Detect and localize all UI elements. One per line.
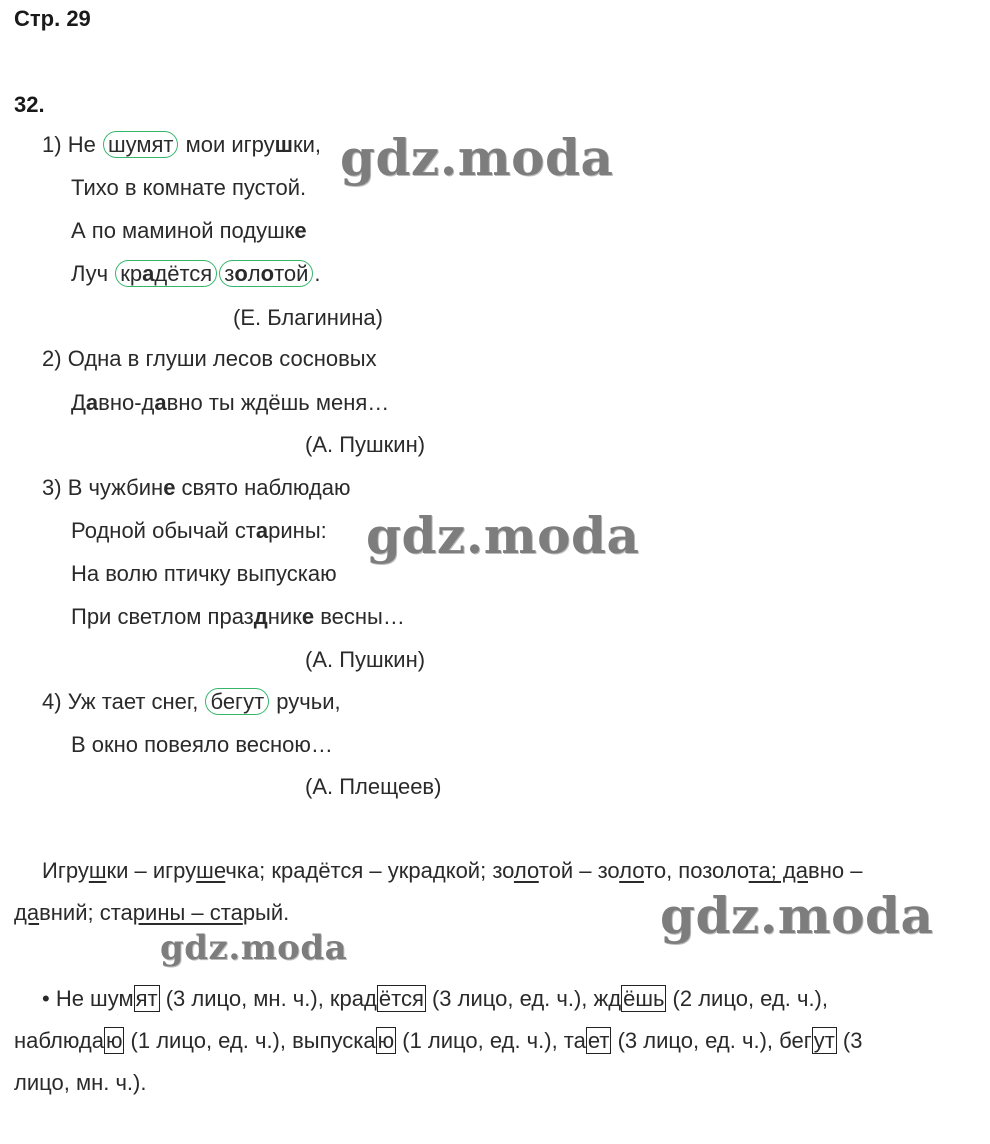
poem-1-line-1: 1) Не шумят мои игрушки, xyxy=(42,132,322,157)
watermark: gdz.moda xyxy=(660,886,934,945)
watermark: gdz.moda xyxy=(160,928,348,968)
circled-word: бегут xyxy=(205,688,269,715)
boxed-ending: ят xyxy=(135,986,158,1011)
boxed-ending: ю xyxy=(377,1028,395,1053)
boxed-ending: ю xyxy=(105,1028,123,1053)
page-number: Стр. 29 xyxy=(14,6,91,31)
poem-2-author: (А. Пушкин) xyxy=(305,432,426,457)
poem-4-author: (А. Плещеев) xyxy=(305,774,442,799)
explanation-paragraph: Игрушки – игрушечка; крадётся – украдкой; золотой – золото, позолота; давно – давний; старины – старый. xyxy=(14,858,863,925)
boxed-ending: ет xyxy=(587,1028,610,1053)
circled-word: шумят xyxy=(103,131,179,158)
poem-4-line-2: В окно повеяло весною… xyxy=(71,732,333,757)
poem-3-line-2: Родной обычай старины: xyxy=(71,518,327,543)
circled-word: крадётся xyxy=(115,260,217,287)
poem-4-line-1: 4) Уж тает снег, бегут ручьи, xyxy=(42,689,341,714)
poem-3-author: (А. Пушкин) xyxy=(305,647,426,672)
poem-3-line-3: На волю птичку выпускаю xyxy=(71,561,337,586)
exercise-number: 32. xyxy=(14,92,45,117)
boxed-ending: ут xyxy=(813,1028,835,1053)
poem-3-line-4: При светлом празднике весны… xyxy=(71,604,405,629)
poem-2-line-2: Давно-давно ты ждёшь меня… xyxy=(71,390,390,415)
poem-1-line-2: Тихо в комнате пустой. xyxy=(71,175,307,200)
boxed-ending: ётся xyxy=(378,986,424,1011)
poem-3-line-1: 3) В чужбине свято наблюдаю xyxy=(42,475,351,500)
boxed-ending: ёшь xyxy=(623,986,665,1011)
circled-word: золотой xyxy=(219,260,313,287)
poem-1-author: (Е. Благинина) xyxy=(233,305,383,330)
watermark: gdz.moda xyxy=(366,506,640,565)
poem-1-line-3: А по маминой подушке xyxy=(71,218,307,243)
poem-1-line-4: Луч крадётся золотой . xyxy=(71,261,321,286)
endings-paragraph: • Не шумят (3 лицо, мн. ч.), крадётся (3 лицо, ед. ч.), ждёшь (2 лицо, ед. ч.), наблюдаю (1 лицо, ед. ч.), выпускаю (1 лицо, ед. ч.), тает (3 лицо, ед. ч.), бегут (3 лицо, мн. ч.). xyxy=(14,986,863,1095)
poem-2-line-1: 2) Одна в глуши лесов сосновых xyxy=(42,346,377,371)
watermark: gdz.moda xyxy=(340,128,614,187)
